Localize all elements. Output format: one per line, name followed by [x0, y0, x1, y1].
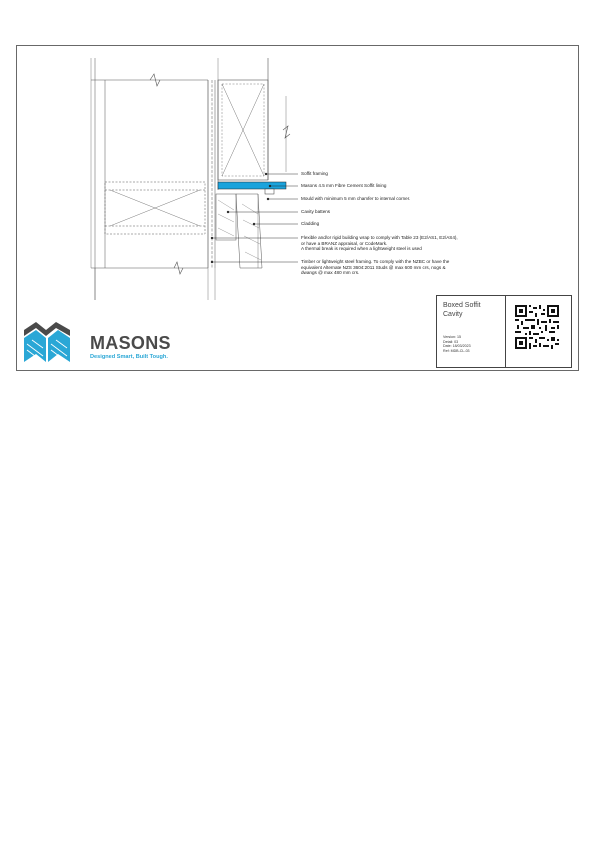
title-block-divider: [505, 296, 506, 367]
note-mould: Mould with minimum 5 mm chamfer to internal corner.: [301, 196, 411, 201]
detail-ref: Ref: MDB-CL-03: [443, 348, 470, 353]
detail-title-line1: Boxed Soffit: [443, 302, 481, 309]
note-cladding: Cladding: [301, 221, 320, 226]
note-building-wrap: Flexible and/or rigid building wrap to comply with Table 23 (E2/AS1, E2/AS4), or have a BRANZ appraisal, or CodeMark. A thermal break is required when a lightweight steel is used: [301, 235, 458, 252]
detail-number: Detail: 03: [443, 339, 459, 344]
detail-date: Date: 18/03/2023: [443, 344, 471, 349]
detail-title: [443, 302, 481, 319]
note-soffit-framing: Soffit framing: [301, 171, 328, 176]
brand-tagline: Designed Smart, Built Tough.: [90, 354, 168, 360]
detail-version: Version: 15: [443, 335, 461, 339]
brand-name: MASONS: [90, 333, 171, 353]
note-timber-framing: Timber or lightweight steel framing. To comply with the NZBC or have the equivalent Alternate NZS 3604:2011 Studs @ max 600 mm crs, nogs & dwangs @ max 480 mm crs.: [301, 259, 450, 276]
mould: [265, 189, 274, 194]
note-cavity-battens: Cavity battens: [301, 209, 331, 214]
note-soffit-lining: Masons 4.5 mm Fibre Cement Soffit lining: [301, 183, 387, 188]
detail-title-line2: Cavity: [443, 310, 463, 318]
soffit-lining-strip: [218, 182, 286, 189]
masons-logo-icon: [24, 322, 70, 362]
cavity-batten: [216, 194, 236, 240]
title-block: [436, 295, 572, 368]
cross-section-drawing: [91, 58, 290, 300]
detail-meta: [443, 335, 471, 353]
break-mark-icon: [283, 126, 290, 138]
